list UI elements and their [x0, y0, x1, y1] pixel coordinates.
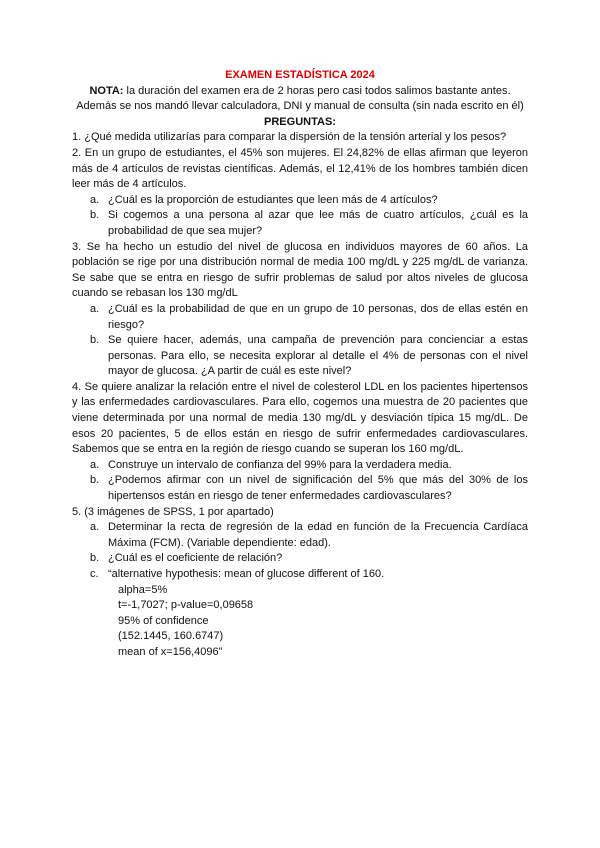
questions-heading: PREGUNTAS: [264, 115, 336, 128]
question-5a-text: Determinar la recta de regresión de la edad en función de la Frecuencia Cardíaca Máxima (FCM). (Variable dependiente: edad). [108, 521, 528, 549]
note-text: la duración del examen era de 2 horas pero casi todos salimos bastante antes. [123, 84, 511, 97]
question-4b-text: ¿Podemos afirmar con un nivel de significación del 5% que más del 30% de los hipertensos están en riesgo de tener enfermedades cardiovasculares? [108, 474, 528, 503]
output-line: t=-1,7027; p-value=0,09658 [118, 599, 254, 612]
question-3b-text: Se quiere hacer, además, una campaña de prevención para concienciar a estas personas. Para ello, se necesita explorar al detalle el 4% de personas con el nivel mayor de glucosa. ¿A partir de cuál es este nivel? [108, 334, 528, 378]
note-line-1 [72, 84, 528, 100]
note-line-2: Además se nos mandó llevar calculadora, DNI y manual de consulta (sin nada escrito en él) [76, 100, 524, 113]
output-line: 95% of confidence [118, 614, 209, 627]
document-body [72, 68, 528, 661]
question-4: 4. Se quiere analizar la relación entre el nivel de colesterol LDL en los pacientes hipertensos y las enfermedades cardiovasculares. Para ello, cogemos una muestra de 20 pacientes que viene determinada por una normal de media 130 mg/dL y desviación típica 15 mg/dL. De esos 20 pacientes, 5 de ellos están en riesgo de sufrir enfermedades cardiovasculares. Sabemos que se entra en la región de riesgo cuando se superan los 160 mg/dL. [72, 380, 528, 456]
output-line: (152.1445, 160.6747) [118, 630, 224, 643]
item-marker: b. [90, 474, 100, 487]
question-3b [72, 333, 528, 380]
question-4a-text: Construye un intervalo de confianza del 99% para la verdadera media. [108, 458, 452, 471]
question-5a [72, 520, 528, 551]
question-4b [72, 473, 528, 504]
question-5: 5. (3 imágenes de SPSS, 1 por apartado) [72, 505, 274, 518]
question-3a-text: ¿Cuál es la probabilidad de que en un grupo de 10 personas, dos de ellas estén en riesgo? [108, 302, 528, 331]
question-2b-text: Si cogemos a una persona al azar que lee más de cuatro artículos, ¿cuál es la probabilidad de que sea mujer? [108, 209, 528, 237]
note-label: NOTA: [89, 84, 124, 97]
question-2: 2. En un grupo de estudiantes, el 45% son mujeres. El 24,82% de ellas afirman que leyeron más de 4 artículos de revistas científicas. Además, el 12,41% de los hombres también dicen leer más de 4 artículos. [72, 146, 528, 191]
item-marker: a. [90, 302, 100, 315]
question-2a-text: ¿Cuál es la proporción de estudiantes que leen más de 4 artículos? [108, 193, 438, 206]
question-5b [72, 551, 528, 567]
item-marker: a. [90, 458, 100, 471]
question-2a [72, 193, 528, 209]
question-3: 3. Se ha hecho un estudio del nivel de glucosa en individuos mayores de 60 años. La población se rige por una distribución normal de media 100 mg/dL y 225 mg/dL de varianza. Se sabe que se entra en riesgo de sufrir problemas de salud por altos niveles de glucosa cuando se rebasan los 130 mg/dL [72, 240, 528, 300]
question-1: 1. ¿Qué medida utilizarías para comparar la dispersión de la tensión arterial y los pesos? [72, 131, 507, 144]
output-line: alpha=5% [118, 583, 168, 596]
question-5c-text: “alternative hypothesis: mean of glucose different of 160. [108, 568, 385, 580]
question-5c [72, 567, 528, 583]
question-3a [72, 302, 528, 333]
item-marker: b. [90, 209, 100, 222]
item-marker: b. [90, 552, 100, 565]
exam-title: EXAMEN ESTADÍSTICA 2024 [225, 69, 375, 81]
item-marker: c. [90, 568, 99, 580]
question-2b [72, 208, 528, 239]
output-line: mean of x=156,4096” [118, 645, 223, 658]
item-marker: b. [90, 334, 100, 347]
question-4a [72, 458, 528, 474]
item-marker: a. [90, 521, 100, 534]
question-5b-text: ¿Cuál es el coeficiente de relación? [108, 552, 283, 565]
item-marker: a. [90, 193, 100, 206]
